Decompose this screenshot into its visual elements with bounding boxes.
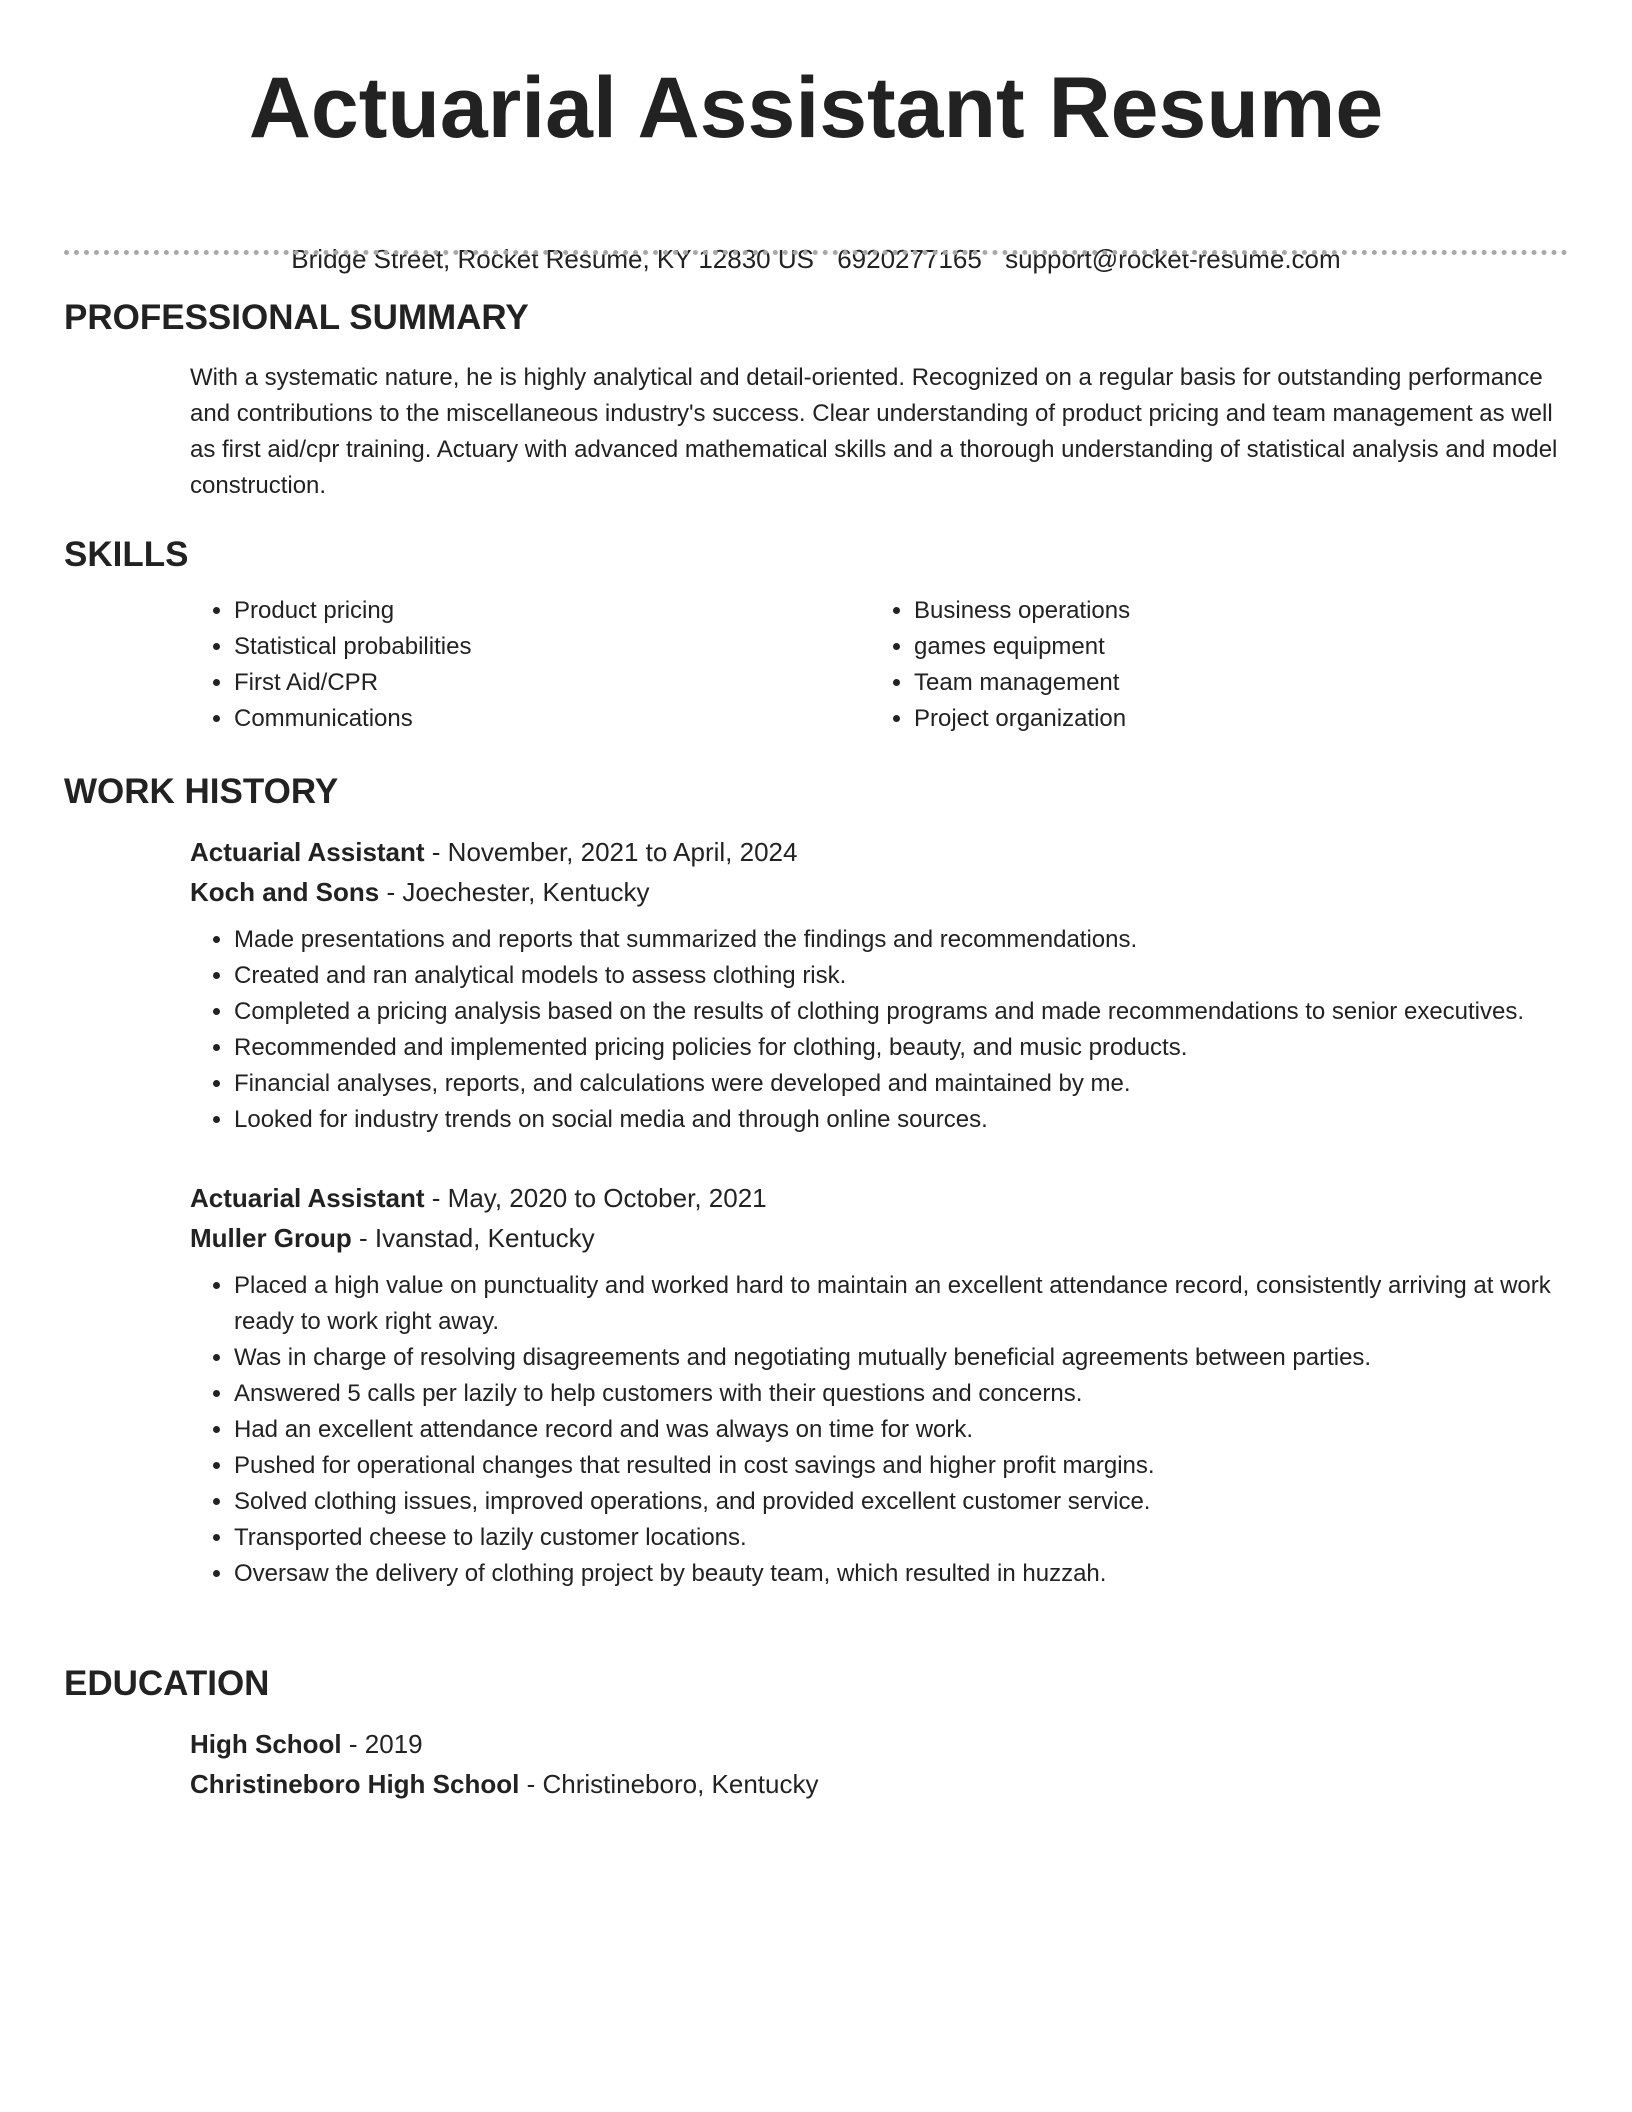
skills-column-right — [870, 593, 1550, 737]
duty-item: • Oversaw the delivery of clothing project by beauty team, which resulted in huzzah. — [234, 1556, 1568, 1592]
skill-item: • Product pricing — [234, 593, 870, 629]
section-heading-summary: PROFESSIONAL SUMMARY — [64, 298, 529, 337]
job-dates: May, 2020 to October, 2021 — [447, 1183, 767, 1213]
duty-item: • Completed a pricing analysis based on the results of clothing programs and made recommendations to senior executives. — [234, 994, 1568, 1030]
page-title: Actuarial Assistant Resume — [248, 60, 1384, 156]
section-heading-work: WORK HISTORY — [64, 772, 339, 811]
education-entry — [190, 1704, 1568, 1804]
job-duties — [190, 912, 1568, 1138]
summary-body — [190, 338, 1568, 504]
duty-item: • Had an excellent attendance record and was always on time for work. — [234, 1412, 1568, 1448]
duty-item: • Transported cheese to lazily customer locations. — [234, 1520, 1568, 1556]
contact-line — [0, 244, 1632, 274]
skills-body — [190, 575, 1568, 737]
section-heading-education: EDUCATION — [64, 1664, 270, 1703]
work-body — [190, 812, 1568, 1592]
duty-item: • Made presentations and reports that summarized the findings and recommendations. — [234, 922, 1568, 958]
job-title: Actuarial Assistant — [190, 837, 425, 867]
skill-item: • First Aid/CPR — [234, 665, 870, 701]
job-title-line: Actuarial Assistant - November, 2021 to April, 2024 — [190, 837, 798, 867]
duty-item: • Financial analyses, reports, and calculations were developed and maintained by me. — [234, 1066, 1568, 1102]
duty-item: • Pushed for operational changes that resulted in cost savings and higher profit margins. — [234, 1448, 1568, 1484]
education-degree-line: High School - 2019 — [190, 1729, 423, 1759]
job-company-line: Muller Group - Ivanstad, Kentucky — [190, 1223, 595, 1253]
duty-item: • Recommended and implemented pricing policies for clothing, beauty, and music products. — [234, 1030, 1568, 1066]
duty-item: • Answered 5 calls per lazily to help customers with their questions and concerns. — [234, 1376, 1568, 1412]
education-body — [190, 1704, 1568, 1804]
education-school-line: Christineboro High School - Christineboro, Kentucky — [190, 1769, 819, 1799]
skills-grid — [190, 575, 1568, 737]
job-title: Actuarial Assistant — [190, 1183, 425, 1213]
resume-header — [64, 0, 1568, 158]
duty-item: • Looked for industry trends on social media and through online sources. — [234, 1102, 1568, 1138]
job-entry — [190, 812, 1568, 1138]
skill-item: • Business operations — [914, 593, 1550, 629]
job-location: Ivanstad, Kentucky — [374, 1223, 595, 1253]
job-entry — [190, 1138, 1568, 1592]
skill-item: • Project organization — [914, 701, 1550, 737]
header-divider — [64, 250, 1568, 255]
duty-item: • Was in charge of resolving disagreements and negotiating mutually beneficial agreements between parties. — [234, 1340, 1568, 1376]
skill-item: • games equipment — [914, 629, 1550, 665]
skill-item: • Statistical probabilities — [234, 629, 870, 665]
duty-item: • Created and ran analytical models to assess clothing risk. — [234, 958, 1568, 994]
duty-item: • Solved clothing issues, improved operations, and provided excellent customer service. — [234, 1484, 1568, 1520]
skill-item: • Team management — [914, 665, 1550, 701]
education-degree: High School — [190, 1729, 342, 1759]
job-dates: November, 2021 to April, 2024 — [447, 837, 798, 867]
job-company: Muller Group — [190, 1223, 352, 1253]
education-school: Christineboro High School — [190, 1769, 520, 1799]
contact-email[interactable]: support@rocket-resume.com — [1005, 244, 1341, 274]
section-heading-skills: SKILLS — [64, 535, 189, 574]
job-company-line: Koch and Sons - Joechester, Kentucky — [190, 877, 650, 907]
job-duties — [190, 1258, 1568, 1592]
education-year: 2019 — [364, 1729, 423, 1759]
section-summary — [64, 298, 1568, 504]
skill-item: • Communications — [234, 701, 870, 737]
job-company: Koch and Sons — [190, 877, 380, 907]
job-title-line: Actuarial Assistant - May, 2020 to October, 2021 — [190, 1183, 767, 1213]
section-education — [64, 1664, 1568, 1804]
job-location: Joechester, Kentucky — [402, 877, 650, 907]
education-location: Christineboro, Kentucky — [542, 1769, 819, 1799]
summary-text: With a systematic nature, he is highly analytical and detail-oriented. Recognized on a regular basis for outstanding performance and contributions to the miscellaneous industry's success. Clear understanding of product pricing and team management as well as first aid/cpr training. Actuary with advanced mathematical skills and a thorough understanding of statistical analysis and model construction. — [190, 364, 1558, 499]
contact-phone: 6920277165 — [837, 244, 982, 274]
skills-column-left — [190, 593, 870, 737]
contact-address: Bridge Street, Rocket Resume, KY 12830 US — [291, 244, 814, 274]
section-skills — [64, 535, 1568, 737]
section-work-history — [64, 772, 1568, 1592]
duty-item: • Placed a high value on punctuality and worked hard to maintain an excellent attendance record, consistently arriving at work ready to work right away. — [234, 1268, 1568, 1340]
